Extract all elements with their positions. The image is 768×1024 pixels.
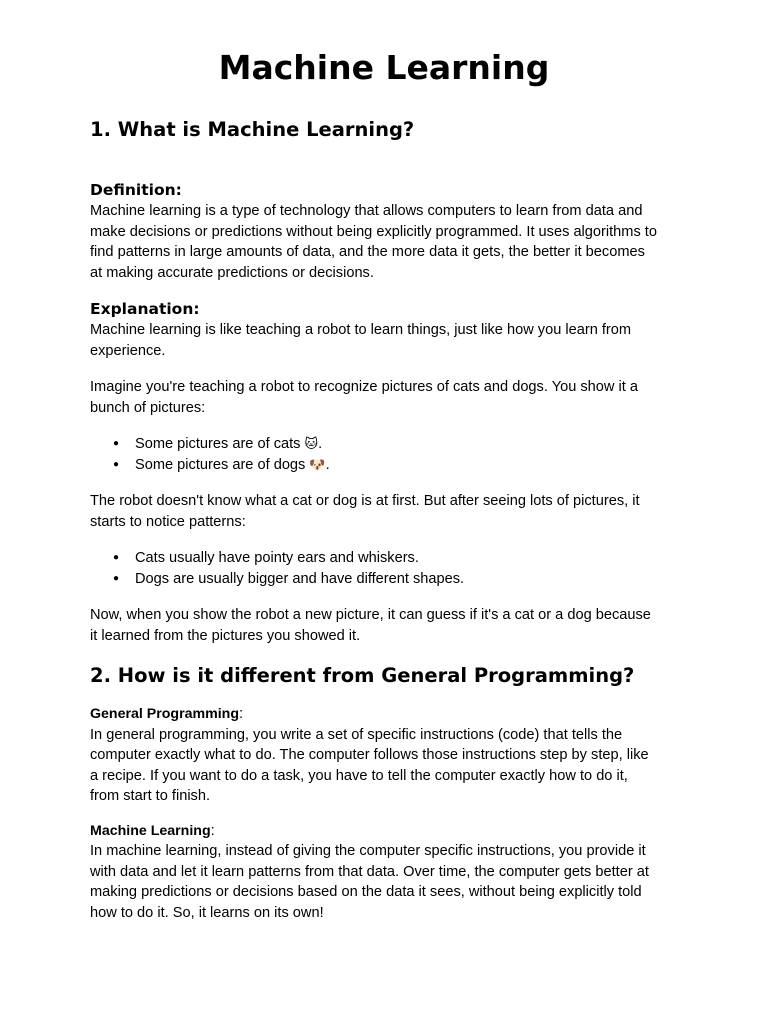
general-programming-heading: General Programming [90, 706, 240, 722]
pictures-list [90, 434, 690, 475]
text-line: at making accurate predictions or decisions. [90, 264, 374, 281]
document-title: Machine Learning [218, 48, 550, 87]
document-body [90, 116, 690, 923]
list-item: ● Some pictures are of cats 🐱. [90, 434, 690, 455]
machine-learning-paragraph: Machine Learning: In machine learning, instead of giving the computer specific instructions, you provide it with data and let it learn patterns from that data. Over time, the computer gets better at making predictions or decisions based on the data it sees, without being explicitly told how to do it. So, it learns on its own! [90, 822, 649, 921]
text-line: make decisions or predictions without being explicitly programmed. It uses algorithms to [90, 223, 657, 240]
text-line: starts to notice patterns: [90, 513, 246, 530]
imagine-paragraph [90, 377, 690, 418]
text-line: In general programming, you write a set of specific instructions (code) that tells the [90, 726, 623, 743]
text-line: In machine learning, instead of giving the computer specific instructions, you provide it [90, 843, 646, 859]
text-line: Now, when you show the robot a new picture, it can guess if it's a cat or a dog because [90, 607, 651, 623]
text-line: from start to finish. [90, 788, 211, 804]
section-heading-vs-programming: 2. How is it different from General Programming? [90, 664, 635, 687]
text-line: Imagine you're teaching a robot to recognize pictures of cats and dogs. You show it a [90, 379, 638, 395]
explanation-heading: Explanation: [90, 300, 200, 318]
text-line: with data and let it learn patterns from that data. Over time, the computer gets better at [90, 863, 649, 880]
text-line: experience. [90, 342, 166, 359]
text-line: how to do it. So, it learns on its own! [90, 904, 324, 921]
machine-learning-heading: Machine Learning [90, 822, 211, 839]
text-line: bunch of pictures: [90, 399, 206, 416]
list-item: ● Cats usually have pointy ears and whiskers. [90, 548, 690, 569]
definition-paragraph [90, 201, 690, 283]
definition-heading: Definition: [90, 181, 182, 199]
text-line: Machine learning is a type of technology that allows computers to learn from data and [90, 203, 643, 219]
text-line: it learned from the pictures you showed it. [90, 627, 361, 644]
section-heading-what-is-ml: 1. What is Machine Learning? [90, 118, 415, 141]
patterns-paragraph [90, 491, 690, 532]
text-line: Machine learning is like teaching a robot to learn things, just like how you learn from [90, 322, 632, 338]
dog-face-icon: 🐶 [309, 456, 326, 472]
text-line: The robot doesn't know what a cat or dog is at first. But after seeing lots of pictures, it [90, 493, 640, 509]
text-line: computer exactly what to do. The computer follows those instructions step by step, like [90, 747, 649, 763]
text-line: making predictions or decisions based on the data it sees, without being explicitly told [90, 884, 642, 900]
cat-face-icon: 🐱 [304, 436, 319, 451]
general-programming-paragraph: General Programming: In general programming, you write a set of specific instructions (code) that tells the computer exactly what to do. The computer follows those instructions step by step, like a recipe. If you want to do a task, you have to tell the computer exactly how to do it, from start to finish. [90, 706, 649, 804]
text-line: find patterns in large amounts of data, and the more data it gets, the better it becomes [90, 244, 645, 260]
explanation-paragraph [90, 320, 690, 361]
patterns-list [90, 548, 690, 589]
list-item: ● Some pictures are of dogs 🐶. [90, 455, 690, 476]
text-line: a recipe. If you want to do a task, you have to tell the computer exactly how to do it, [90, 767, 628, 784]
conclusion-paragraph [90, 605, 690, 646]
list-item: ● Dogs are usually bigger and have different shapes. [90, 569, 690, 590]
